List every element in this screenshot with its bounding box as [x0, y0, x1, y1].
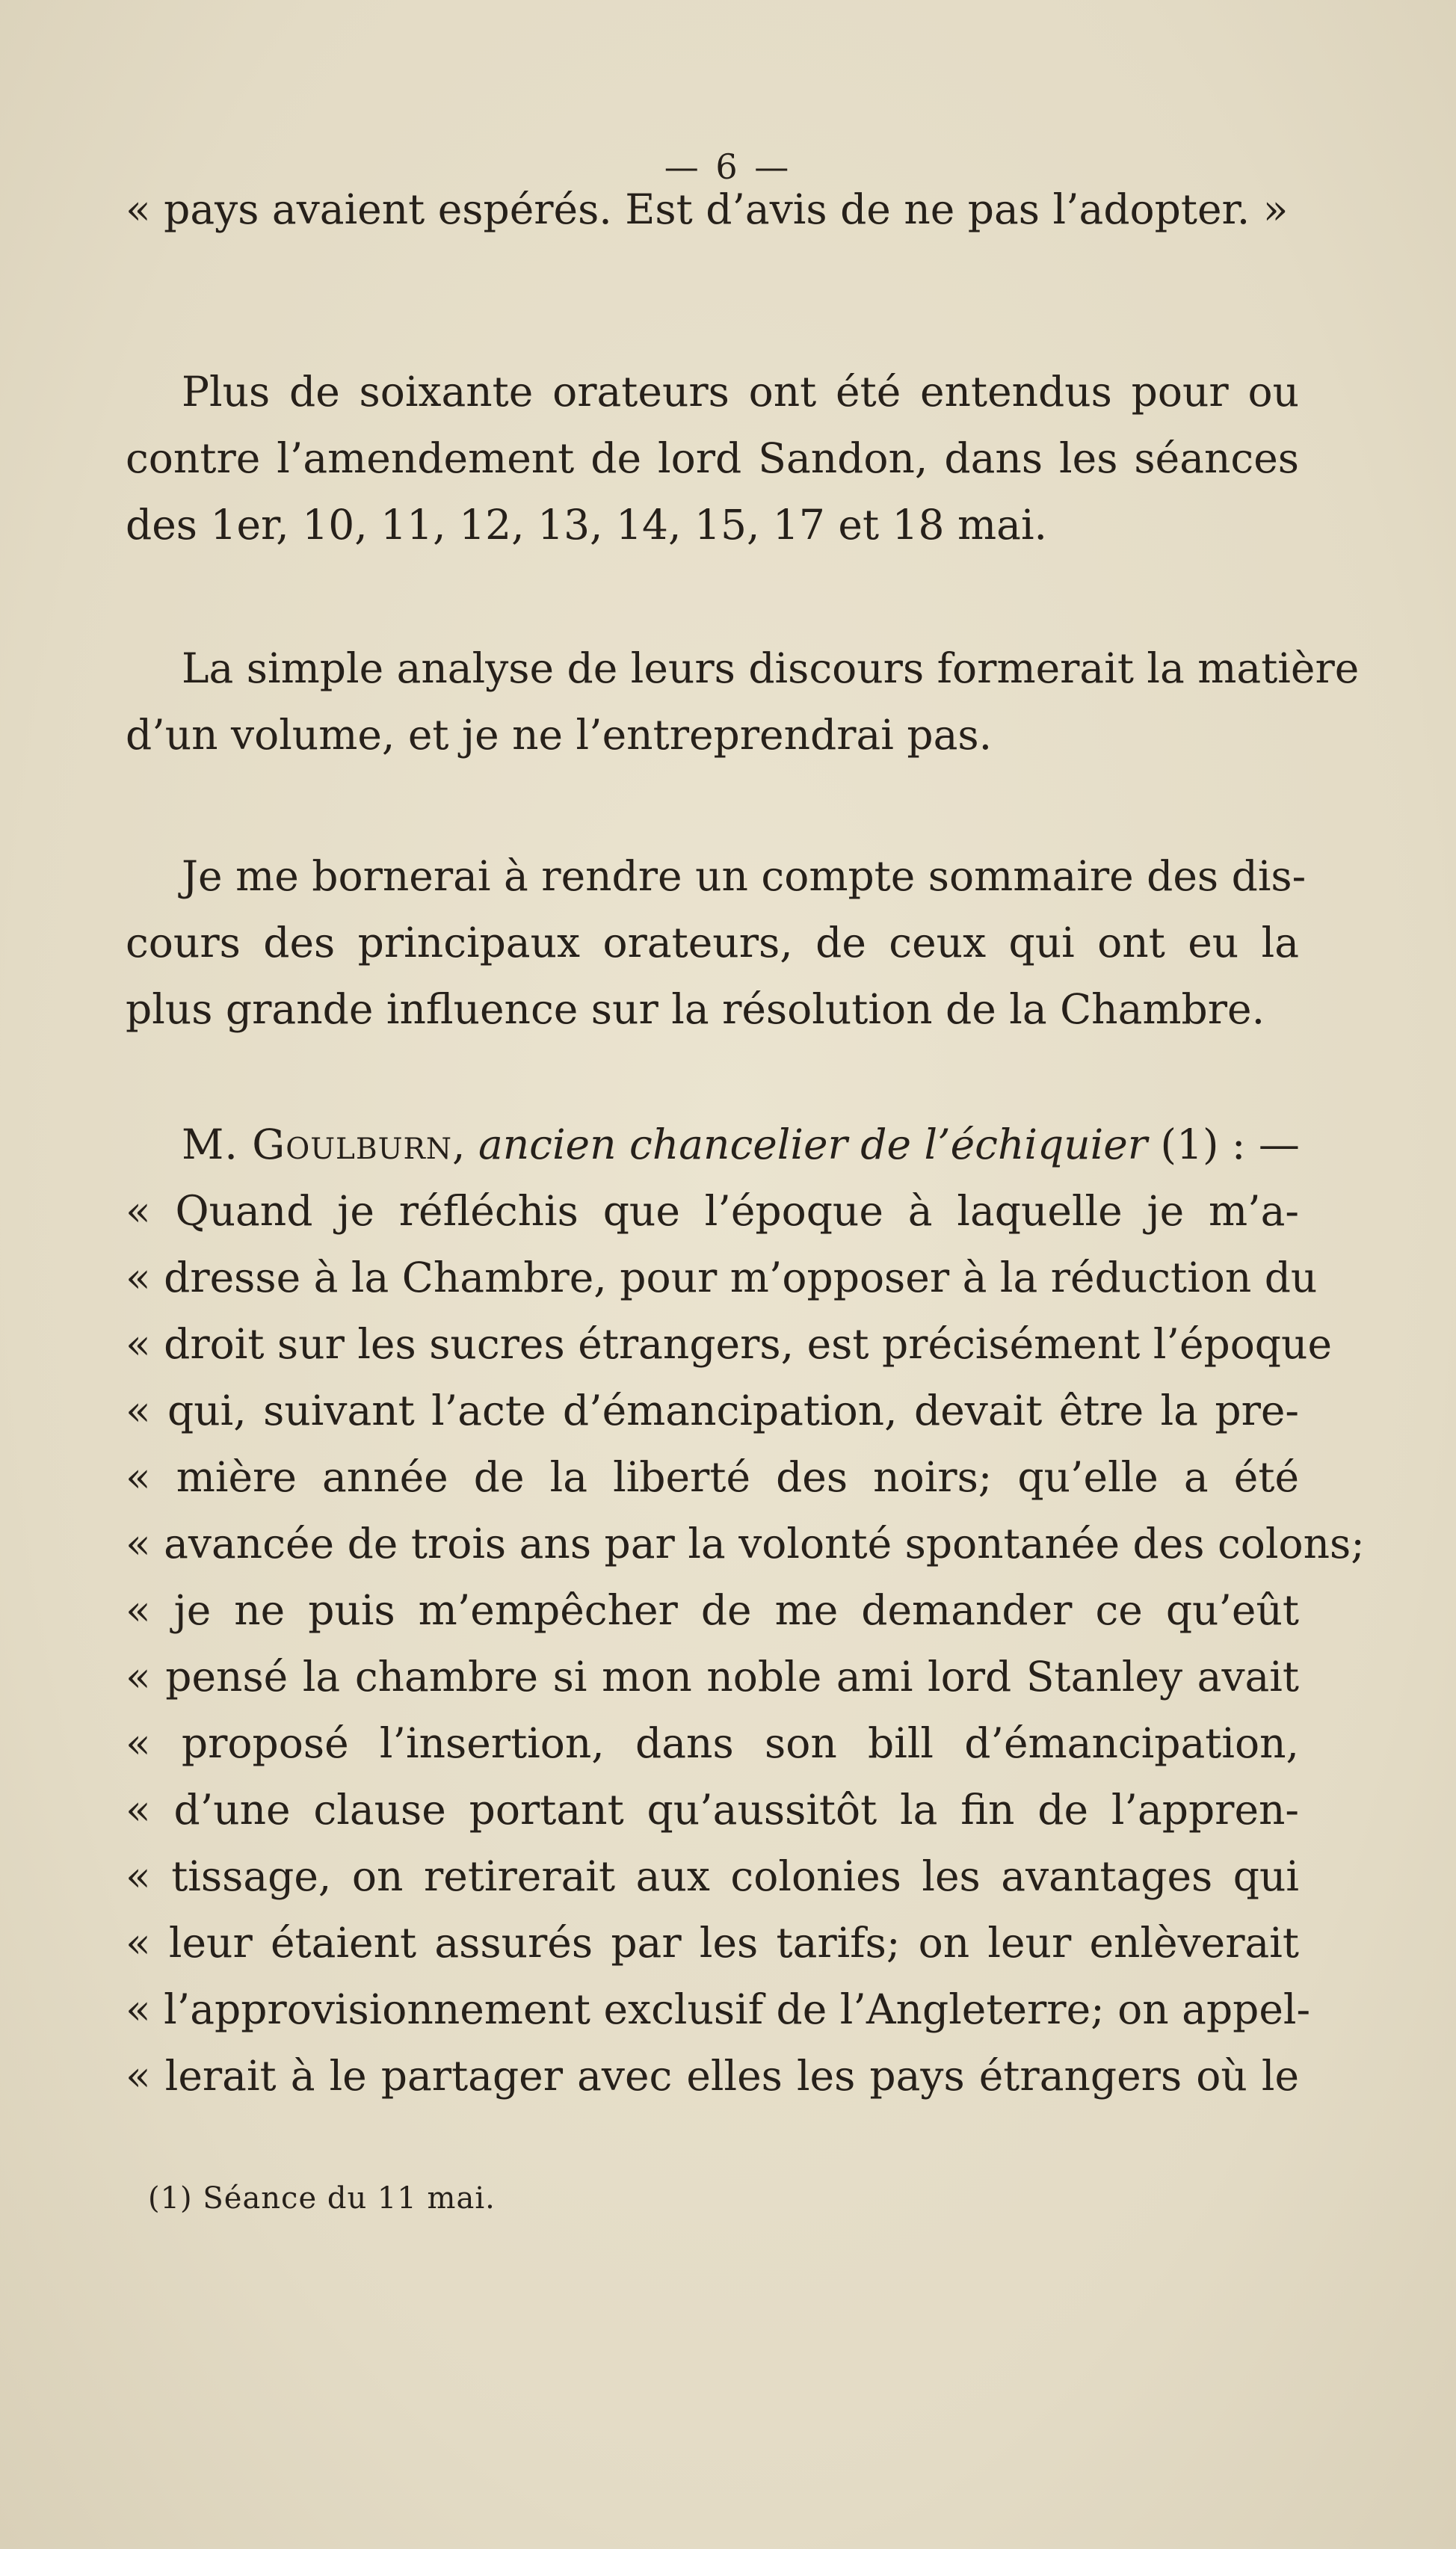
paragraph-speech — [126, 1112, 1365, 2109]
text-line: contre l’amendement de lord Sandon, dans les séances — [126, 434, 1299, 482]
quote-line: « mière année de la liberté des noirs; qu’elle a été — [126, 1453, 1299, 1501]
speaker-name: M. Goulburn — [182, 1121, 452, 1168]
text-line: Plus de soixante orateurs ont été entendus pour ou — [182, 368, 1299, 416]
text-line: plus grande influence sur la résolution de la Chambre. — [126, 985, 1265, 1033]
quote-line: « droit sur les sucres étrangers, est précisément l’époque — [126, 1320, 1332, 1368]
quote-line: « pensé la chambre si mon noble ami lord Stanley avait — [126, 1653, 1299, 1701]
footnote: (1) Séance du 11 mai. — [148, 2181, 496, 2216]
quote-line: « proposé l’insertion, dans son bill d’émancipation, — [126, 1719, 1299, 1767]
quote-line: « Quand je réfléchis que l’époque à laquelle je m’a- — [126, 1187, 1299, 1235]
text-line: cours des principaux orateurs, de ceux qui ont eu la — [126, 919, 1299, 967]
text-line: Je me bornerai à rendre un compte sommaire des dis- — [182, 852, 1307, 900]
paragraph-analysis — [126, 635, 1360, 768]
quote-line: « qui, suivant l’acte d’émancipation, devait être la pre- — [126, 1387, 1299, 1434]
paragraph-continuation — [126, 176, 1299, 243]
speaker-line: M. Goulburn, ancien chancelier de l’échiquier (1) : — — [182, 1121, 1300, 1168]
quote-line: « je ne puis m’empêcher de me demander ce qu’eût — [126, 1586, 1299, 1634]
quote-line: « leur étaient assurés par les tarifs; on leur enlèverait — [126, 1919, 1299, 1967]
quote-line: « dresse à la Chambre, pour m’opposer à la réduction du — [126, 1254, 1318, 1301]
text-line: « pays avaient espérés. Est d’avis de ne pas l’adopter. » — [126, 185, 1289, 233]
text-line: d’un volume, et je ne l’entreprendrai pas. — [126, 711, 993, 759]
text-line: La simple analyse de leurs discours formerait la matière — [182, 644, 1360, 692]
quote-line: « d’une clause portant qu’aussitôt la fin de l’appren- — [126, 1786, 1299, 1834]
quote-line: « l’approvisionnement exclusif de l’Angleterre; on appel- — [126, 1985, 1311, 2033]
quote-line: « lerait à le partager avec elles les pays étrangers où le — [126, 2052, 1299, 2100]
quote-line: « tissage, on retirerait aux colonies les avantages qui — [126, 1852, 1299, 1900]
paragraph-orators — [126, 359, 1299, 558]
paragraph-summary — [126, 843, 1307, 1043]
quote-line: « avancée de trois ans par la volonté spontanée des colons; — [126, 1520, 1365, 1568]
text-line: des 1er, 10, 11, 12, 13, 14, 15, 17 et 18 mai. — [126, 501, 1048, 549]
footnote-reference: (1) : — — [1160, 1121, 1300, 1168]
speaker-title: ancien chancelier de l’échiquier — [478, 1121, 1148, 1168]
page-number: — 6 — — [664, 147, 792, 187]
